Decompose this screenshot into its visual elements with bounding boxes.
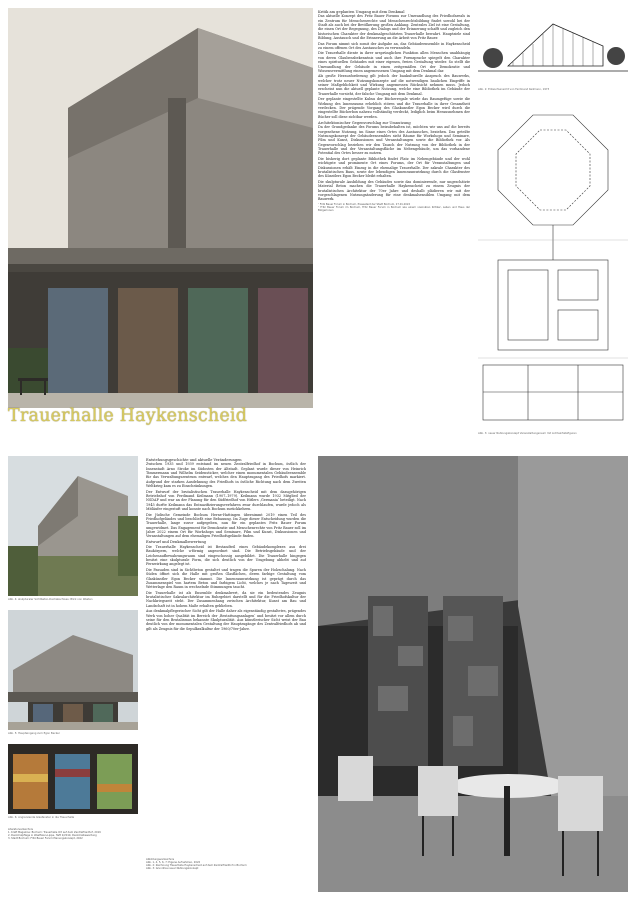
paragraph: Der geplante eingestellte Kubus der Bücherregale würde das Raumgefüge sowie die Wirkung des Innenraums erheblich stören und die Trauerhalle in ihrer Gesamtheit verdecken. Der prägende Vorgang des Glaskunstler Egon Becker wird durch die eingestellte Bücherbox nahezu vollständig verdeckt, lediglich beim Herausnehmen der Bücher soll diese sichtbar werden. xyxy=(318,97,470,119)
literature-item: 3. Stadt Bochum: Fritz Bauer Forum Planungskonzept, 2022 xyxy=(8,837,83,841)
photo-entrance xyxy=(8,610,138,730)
paragraph: Die bisherig dort geplante Bibliothek findet Platz im Nebengebäude und der wohl wichtigste und prominente Ort eines Forums, der Ort für Veranstaltungen und Diskussionen erhält Einzug in die ehemalige Trauerhalle. Der sakrale Charakter des brutalistischen Baus, sowie der lebendigen Innenraumwirkung durch die Glasfenster des Künstlers Egon Becker bleibt erhalten. xyxy=(318,156,470,179)
poster-title: Trauerhalle Haykenscheid xyxy=(8,406,248,426)
image-index-item: Abb. 2: Zeichnung Trauerhalle Haykenscheid auf dem Zentralfriedhof in Bochum xyxy=(146,864,247,868)
elevation-drawing xyxy=(478,16,628,86)
literature-list xyxy=(8,828,138,840)
paragraph: Zwischen 1935 und 1939 entstand im neuen Zentralfriedhof in Bochum, östlich der Innenstadt Arno Stroke im Südosten der Altstadt. Geplant wurde dieser von Heinrich Timmermann und Wilhelm Seidensticker, welcher einen monumentalen Gebäudeensemble für das Verwaltungszentrum entwarf, welches den Hauptzugang des Friedhofs markiert. Aufgrund der starken Ausdehnung des Friedhofs in östliche Richtung nach dem Zweiten Weltkrieg kam es zu Einschränkungen. xyxy=(146,462,306,489)
caption-fig3: Abb. 3: neuer Nutzungskonzept Veranstaltungsraum mit Lichteinfallsfiguren xyxy=(478,432,577,435)
heading-entwurf: Entwurf und Denkmalbewertung xyxy=(146,540,206,545)
paragraph: Die Trauerhalle ist als Ensemble denkmalwert, da sie ein bedeutendes Zeugnis brutalistischer Sakralarchitektur im Ruhrgebiet darstellt und für die Friedhofskultur der Nachkriegszeit steht. Der Zusammenhang zwischen Architektur, Kunst am Bau und Landschaft ist in hohem Maße erhalten geblieben. xyxy=(146,590,306,608)
caption-fig5: Abb. 5: Haupteingang zum Egon Becker xyxy=(8,732,60,735)
literature-title: Literaturverzeichnis xyxy=(8,828,33,831)
heading-kritik: Kritik am geplanten Umgang mit dem Denkmal xyxy=(318,9,405,14)
poster-subtitle-2: Ein architektonischer Gegenvorschlag zum neu geplanten Umgang mit dem Denkmal xyxy=(10,435,317,443)
paragraph: Das Forum nimmt sich somit der Aufgabe an, das Gebäudeensemble in Haykenscheid zu einem offenen Ort des Austausches zu verwandeln. xyxy=(318,41,470,50)
image-index-item: Abb. 1, 4, 5, 6, 7: Eigene Aufnahmen, 2022 xyxy=(146,861,201,865)
footnote: ¹ Fritz Bauer Forum in Bochum, Pressetext der Stadt Bochum, 27.01.2022 xyxy=(318,202,411,206)
paragraph: Die Trauerhalle diente in ihrer ursprünglichen Funktion allen Menschen unabhängig von deren Glaubensbekenntnis und auch ihre Formsprache spiegelt den Charakter eines spirituellen Gebäudes mit einer eigenen, freien Gestaltung wieder. So stellt die Umwandlung der Gebäude in einen zeitgemäßen Ort der Demokratie und Wissensvermittlung einen angemessenen Umgang mit dem Denkmal dar. xyxy=(318,51,470,73)
text-column-top xyxy=(318,8,470,443)
paragraph: Der Entwurf der brutalistischen Trauerhalle Haykenscheid mit dem dazugehörigen Betriebshof von Ferdinand Keilmann (1907–1979). Keilmann wurde 1932 Mitglied der NSDAP und war an der Planung für den Südfriedhof von Hitlers ‚Germania‘ beteiligt. Nach 1945 durfte Keilmann das Entnazifizierungsverfahren zwar durchlaufen, wurde jedoch als Mitläufer eingestuft und konnte nach Bochum zurückkehren. xyxy=(146,489,306,511)
caption-fig2: Abb. 2: Entwurfsansicht von Ferdinand Keilmann, 1973 xyxy=(478,88,550,91)
poster-subtitle-1: Die Umnutzung einer Trauerhalle zu einem Forum für Demokratie und Menschenrechte xyxy=(10,427,327,435)
paragraph: Das aktuelle Konzept des Fritz Bauer Forums zur Umwandlung des Friedhofareals in ein Zentrum für Menschenrechte und Menschenrechtsbildung findet sowohl bei der Stadt als auch bei der Bevölkerung großen Anklang. Zentrales Ziel ist eine Gestaltung, die einen Ort der Begegnung, des Dialogs und der Erinnerung schafft und zugleich den historischen Charakter der denkmalgeschützten Trauerhalle bewahrt. Hauptziele sind Bildung, Austausch und die Erinnerung an die Arbeit von Fritz Bauer. xyxy=(318,14,470,41)
heading-entstehung: Entstehungsgeschichte und aktuelle Veränderungen xyxy=(146,457,242,462)
image-index-item: Abb. 3: Grundriss neuer Nutzungskonzept xyxy=(146,867,199,871)
paragraph: Die Fassaden sind in Sichtbeton gestaltet und tragen die Spuren der Holzschalung. Nach Süden öffnet sich die Halle mit großen Glasflächen, deren farbige Gestaltung vom Glaskünstler Egon Becker stammt. Die Innenraumwirkung ist geprägt durch das Zusammenspiel von hartem Beton und farbigem Licht, welches je nach Tageszeit und Wetterlage den Raum in wechselnde Stimmungen taucht. xyxy=(146,567,306,590)
image-index xyxy=(146,858,306,870)
paragraph: Die Jüdische Gemeinde Bochum Herne-Hattingen übernimmt 2019 einen Teil des Friedhofgeländes und beschließt eine Bebauung. Im Zuge dieser Entscheidung wurden die Trauerhalle, lange zuvor aufgegeben, nun für ein geplantes Fritz Bauer Forum umgewidmet. Das Engagement für Demokratie und Menschenrechte von Fritz Bauer soll im Jahre 2022 einem Ort für Workshops und Seminare, Film und Kunst, Diskussionen und Veranstaltungen auf dem ehemaligen Friedhofsgelände finden. xyxy=(146,512,306,539)
photo-interior-bw xyxy=(318,456,628,892)
photo-exterior-west xyxy=(8,456,138,596)
paragraph: Als große Herausforderung gilt jedoch der baukulturelle Anspruch des Bauwerks, welcher trotz neuer Nutzungskonzepte auf die notwendigen baulichen Eingriffe in seiner Maßgeblichkeit und Wirkung angemessen Rücksicht nehmen muss. Jedoch erscheint nun die aktuell geplante Nutzung, welche eine Bibliothek im Gebäude der Trauerhalle vorsieht, der falsche Umgang mit dem Denkmal. xyxy=(318,74,470,96)
caption-fig4: Abb. 4: skulpturaler Sichtbeton-Dachabschluss: Blick von Westen xyxy=(8,598,93,601)
image-index-title: Abbildungsverzeichnis xyxy=(146,858,175,861)
heading-gegenvorschlag: Architektonischer Gegenvorschlag zur Umnutzung xyxy=(318,120,411,125)
text-column-bottom xyxy=(146,456,306,856)
caption-fig6: Abb. 6: Angrenzende Glasfenster in die Trauerhalle xyxy=(8,816,75,819)
hero-photo-trauerhalle xyxy=(8,8,313,408)
footnote: ² Fritz Bauer Forum im Bochum, Fritz Bauer Forum in Bochum wie einem visionären Kritiker, Leben und Haus der Bürgerinnen xyxy=(318,205,470,212)
paragraph: Da der Grundgedanke des Forums beizubehalten ist, möchten wir uns auf die bereits vorgesehene Nutzung, im Sinne eines Ortes des Austausches, beziehen. Das geteilte Nutzungskonzept der Gebäudeensembles sieht Räume für Workshops und Seminare, Film und Kunst, Diskussionen und Veranstaltungen sowie die Bibliothek vor. Als Gegenvorschlag beziehen wir den Tausch der Nutzung von der Bibliothek in der Trauerhalle und der Veranstaltungsfläche im Nebengebäude, um das vorhandene Potential des Ortes besser zu nutzen. xyxy=(318,125,470,156)
paragraph: Aus denkmalpflegerischer Sicht gilt der Halle daher als eigenständig gestaltetes, prägendes Werk von hoher Qualität im Bereich der ‚Bestattungsanlagen‘ und besitzt vor allem durch seine für den Brutalismus bekannte Skulpturalität. Aus künstlerischer Sicht weist der Bau deutlich von der monumentalen Gestaltung der Hauptzugänge des Zentralfriedhofs ab und gilt als Zeugnis für die Sepulkralkultur der 1960/70er-Jahre. xyxy=(146,609,306,631)
literature-item: 1. Kraft Magazine: Bochum: Trauerhalle Ort auf dem Zentralfriedhof, 2019 xyxy=(8,831,101,835)
paragraph: Die Trauerhalle Haykenscheid ist Bestandteil eines Gebäudekomplexes aus drei Baukörpern, welche u-förmig angeordnet sind. Die Betriebsgebäude und der Leichenaufbewahrungsraum sind eingeschossig ausgebildet. Die Trauerhalle hingegen besitzt eine skulpturale Form, die sich deutlich von der Umgebung abhebt und auf Fernwirkung angelegt ist. xyxy=(146,544,306,567)
paragraph: Die skulpturale Ausbildung des Gebäudes sowie das dominierende, nur ungeschätzte Material Beton machen die Trauerhalle Haykenscheid zu einem Zeugnis der brutalistischen Architektur der 70er Jahre und deshalb plädieren wir mit der vorgeschlagenen Nutzungsänderung für eine denkmalsensiblen Umgang mit dem Bauwerk. xyxy=(318,179,470,202)
floorplan-drawing xyxy=(478,100,628,430)
photo-glass-windows xyxy=(8,744,138,814)
literature-item: 2. Denkmalpflege in Westfalen-Lippe, Heft 2/2019, Denkmalbewertung xyxy=(8,834,97,838)
